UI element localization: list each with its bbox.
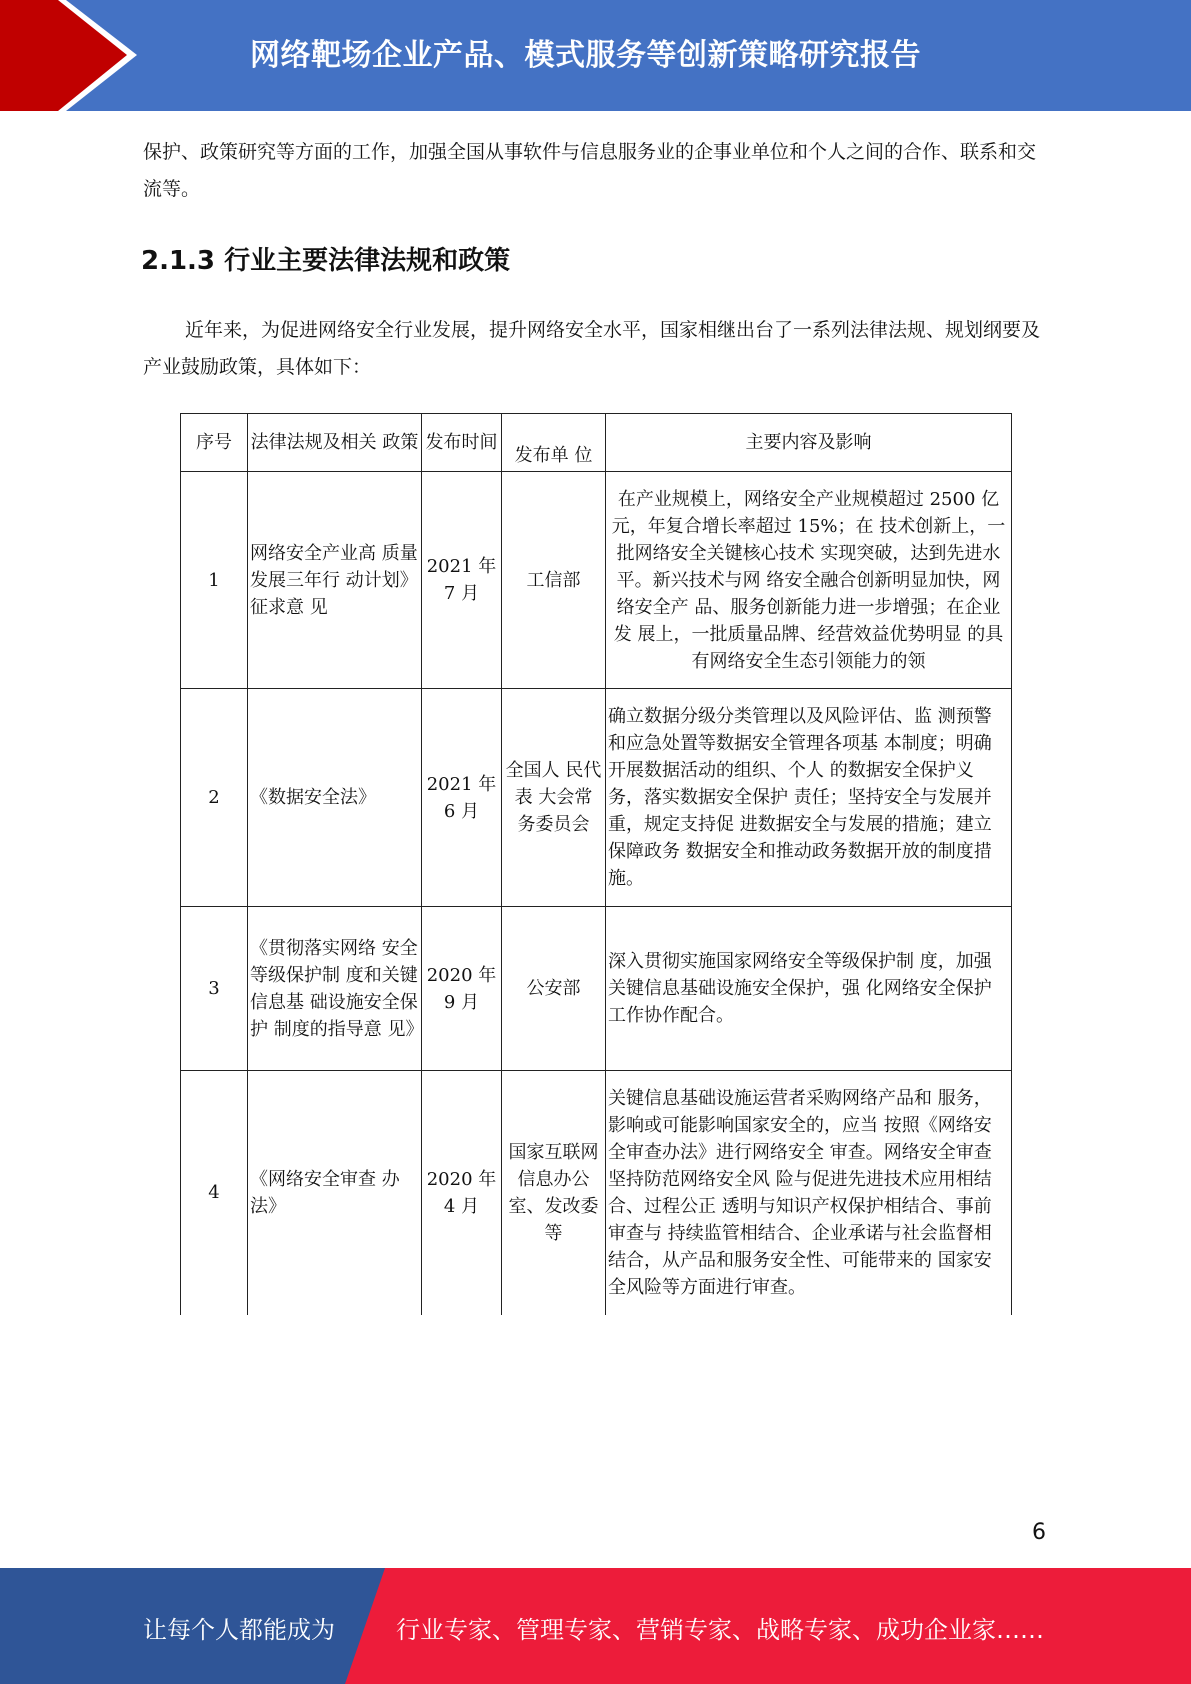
footer-slogan-right: 行业专家、管理专家、营销专家、战略专家、成功企业家…… <box>396 1616 1044 1644</box>
section-heading: 2.1.3 行业主要法律法规和政策 <box>141 246 511 276</box>
table-row <box>181 907 1012 1071</box>
report-title: 网络靶场企业产品、模式服务等创新策略研究报告 <box>250 38 921 73</box>
row-number: 1 <box>181 472 248 689</box>
page-number: 6 <box>1032 1520 1046 1545</box>
header-cell-name: 法律法规及相关 政策 <box>248 414 422 472</box>
issuing-agency: 全国人 民代表 大会常 务委员会 <box>502 689 606 907</box>
policy-content: 深入贯彻实施国家网络安全等级保护制 度，加强关键信息基础设施安全保护，强 化网络安全保护工作协作配合。 <box>606 907 1012 1071</box>
issuing-agency: 国家互联网信息办公室、发改委等 <box>502 1071 606 1315</box>
header-cell-date: 发布时间 <box>422 414 502 472</box>
policy-content: 确立数据分级分类管理以及风险评估、监 测预警和应急处置等数据安全管理各项基 本制度；明确开展数据活动的组织、个人 的数据安全保护义务，落实数据安全保护 责任；坚持安全与发展并重，规定支持促 进数据安全与发展的措施；建立保障政务 数据安全和推动政务数据开放的制度措 施。 <box>606 689 1012 907</box>
row-number: 4 <box>181 1071 248 1315</box>
row-number: 2 <box>181 689 248 907</box>
lead-paragraph: 近年来，为促进网络安全行业发展，提升网络安全水平，国家相继出台了一系列法律法规、规划纲要及产业鼓励政策，具体如下： <box>143 319 1041 378</box>
intro-paragraph: 保护、政策研究等方面的工作，加强全国从事软件与信息服务业的企事业单位和个人之间的合作、联系和交流等。 <box>143 141 1037 200</box>
table-row <box>181 689 1012 907</box>
header-cell-issuer: 发布单 位 <box>502 414 606 472</box>
footer-banner <box>0 1568 1191 1684</box>
header-banner <box>0 0 1191 111</box>
policy-content: 在产业规模上，网络安全产业规模超过 2500 亿元，年复合增长率超过 15%；在 技术创新上，一批网络安全关键核心技术 实现突破，达到先进水平。新兴技术与网 络安全融合创新明显加快，网络安全产 品、服务创新能力进一步增强；在企业发 展上，一批质量品牌、经营效益优势明显 的具有网络安全生态引领能力的领 <box>606 472 1012 689</box>
footer-slogan-left: 让每个人都能成为 <box>143 1616 335 1644</box>
policy-content: 关键信息基础设施运营者采购网络产品和 服务，影响或可能影响国家安全的，应当 按照《网络安全审查办法》进行网络安全 审查。网络安全审查坚持防范网络安全风 险与促进先进技术应用相结合、过程公正 透明与知识产权保护相结合、事前审查与 持续监管相结合、企业承诺与社会监督相 结合，从产品和服务安全性、可能带来的 国家安全风险等方面进行审查。 <box>606 1071 1012 1315</box>
policy-name: 《网络安全审查 办法》 <box>248 1071 422 1315</box>
header-cell-content: 主要内容及影响 <box>606 414 1012 472</box>
table-row <box>181 472 1012 689</box>
table-row <box>181 1071 1012 1315</box>
row-number: 3 <box>181 907 248 1071</box>
release-date: 2020 年 9 月 <box>422 907 502 1071</box>
header-cell-no: 序号 <box>181 414 248 472</box>
policy-name: 《贯彻落实网络 安全等级保护制 度和关键信息基 础设施安全保护 制度的指导意 见》 <box>248 907 422 1071</box>
release-date: 2021 年 6 月 <box>422 689 502 907</box>
policy-table <box>180 413 1012 1315</box>
policy-name: 网络安全产业高 质量发展三年行 动计划》征求意 见 <box>248 472 422 689</box>
issuing-agency: 工信部 <box>502 472 606 689</box>
release-date: 2020 年 4 月 <box>422 1071 502 1315</box>
table-header-row <box>181 414 1012 472</box>
release-date: 2021 年 7 月 <box>422 472 502 689</box>
issuing-agency: 公安部 <box>502 907 606 1071</box>
policy-name: 《数据安全法》 <box>248 689 422 907</box>
